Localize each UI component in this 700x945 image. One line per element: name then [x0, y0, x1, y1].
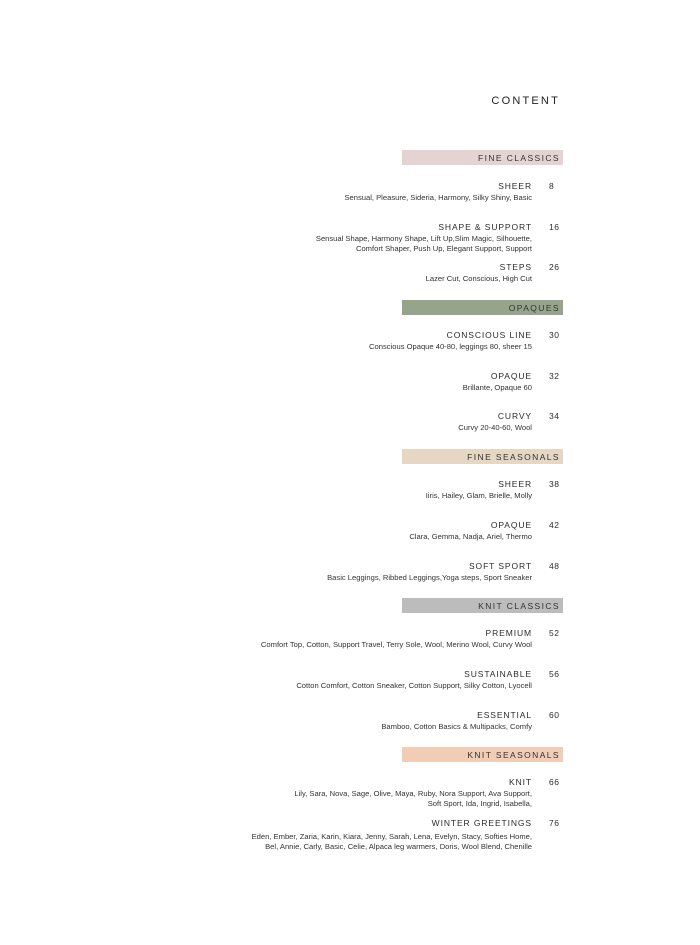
entry-name: PREMIUM: [485, 628, 532, 638]
entry-name: ESSENTIAL: [477, 710, 532, 720]
entry-name: SOFT SPORT: [468, 561, 532, 571]
entry-name: SHEER: [498, 181, 532, 191]
entry-page: 38: [549, 479, 560, 489]
entry-description: Iiris, Hailey, Glam, Brielle, Molly: [425, 491, 532, 500]
section-band-knit-seasonals: [402, 747, 563, 762]
entry-description: Sensual, Pleasure, Sideria, Harmony, Silky Shiny, Basic: [344, 193, 532, 202]
entry-page: 52: [549, 628, 560, 638]
section-band-fine-classics: [402, 150, 563, 165]
entry-name: WINTER GREETINGS: [431, 818, 532, 828]
entry-page: 16: [549, 222, 560, 232]
entry-description: Cotton Comfort, Cotton Sneaker, Cotton Support, Silky Cotton, Lyocell: [296, 681, 532, 690]
entry-page: 26: [549, 262, 560, 272]
section-label: KNIT SEASONALS: [467, 749, 560, 760]
entry-page: 42: [549, 520, 560, 530]
entry-name: SHAPE & SUPPORT: [438, 222, 532, 232]
entry-description: Bamboo, Cotton Basics & Multipacks, Comfy: [381, 722, 532, 731]
entry-description: Clara, Gemma, Nadja, Ariel, Thermo: [409, 532, 532, 541]
section-label: FINE SEASONALS: [467, 451, 560, 462]
entry-description: Lazer Cut, Conscious, High Cut: [425, 274, 532, 283]
section-label: FINE CLASSICS: [478, 152, 560, 163]
entry-description: Curvy 20-40-60, Wool: [458, 423, 532, 432]
entry-name: CURVY: [497, 411, 532, 421]
entry-page: 66: [549, 777, 560, 787]
page-title: CONTENT: [491, 95, 560, 107]
entry-description: Eden, Ember, Zaria, Karin, Kiara, Jenny, Sarah, Lena, Evelyn, Stacy, Softies Home, Bel, Annie, Carly, Basic, Celie, Alpaca leg warmers, Doris, Wool Blend, Chenille: [251, 832, 532, 851]
entry-name: STEPS: [499, 262, 532, 272]
entry-name: OPAQUE: [490, 520, 532, 530]
entry-description: Lily, Sara, Nova, Sage, Olive, Maya, Ruby, Nora Support, Ava Support, Soft Sport, Ida, Ingrid, Isabella,: [294, 789, 532, 808]
entry-description: Brillante, Opaque 60: [462, 383, 532, 392]
entry-page: 56: [549, 669, 560, 679]
entry-name: KNIT: [509, 777, 532, 787]
entry-page: 32: [549, 371, 560, 381]
entry-page: 48: [549, 561, 560, 571]
entry-name: SHEER: [498, 479, 532, 489]
entry-description: Comfort Top, Cotton, Support Travel, Terry Sole, Wool, Merino Wool, Curvy Wool: [260, 640, 532, 649]
entry-page: 60: [549, 710, 560, 720]
section-band-knit-classics: [402, 598, 563, 613]
entry-name: SUSTAINABLE: [464, 669, 532, 679]
section-label: KNIT CLASSICS: [478, 600, 560, 611]
entry-description: Conscious Opaque 40-80, leggings 80, sheer 15: [369, 342, 532, 351]
entry-page: 30: [549, 330, 560, 340]
entry-name: CONSCIOUS LINE: [446, 330, 532, 340]
entry-page: 8: [549, 181, 555, 191]
section-band-fine-seasonals: [402, 449, 563, 464]
entry-description: Sensual Shape, Harmony Shape, Lift Up,Slim Magic, Silhouette, Comfort Shaper, Push Up, Elegant Support, Support: [315, 234, 532, 253]
entry-page: 34: [549, 411, 560, 421]
section-band-opaques: [402, 300, 563, 315]
section-label: OPAQUES: [508, 302, 560, 313]
entry-page: 76: [549, 818, 560, 828]
entry-name: OPAQUE: [490, 371, 532, 381]
entry-description: Basic Leggings, Ribbed Leggings,Yoga steps, Sport Sneaker: [327, 573, 532, 582]
